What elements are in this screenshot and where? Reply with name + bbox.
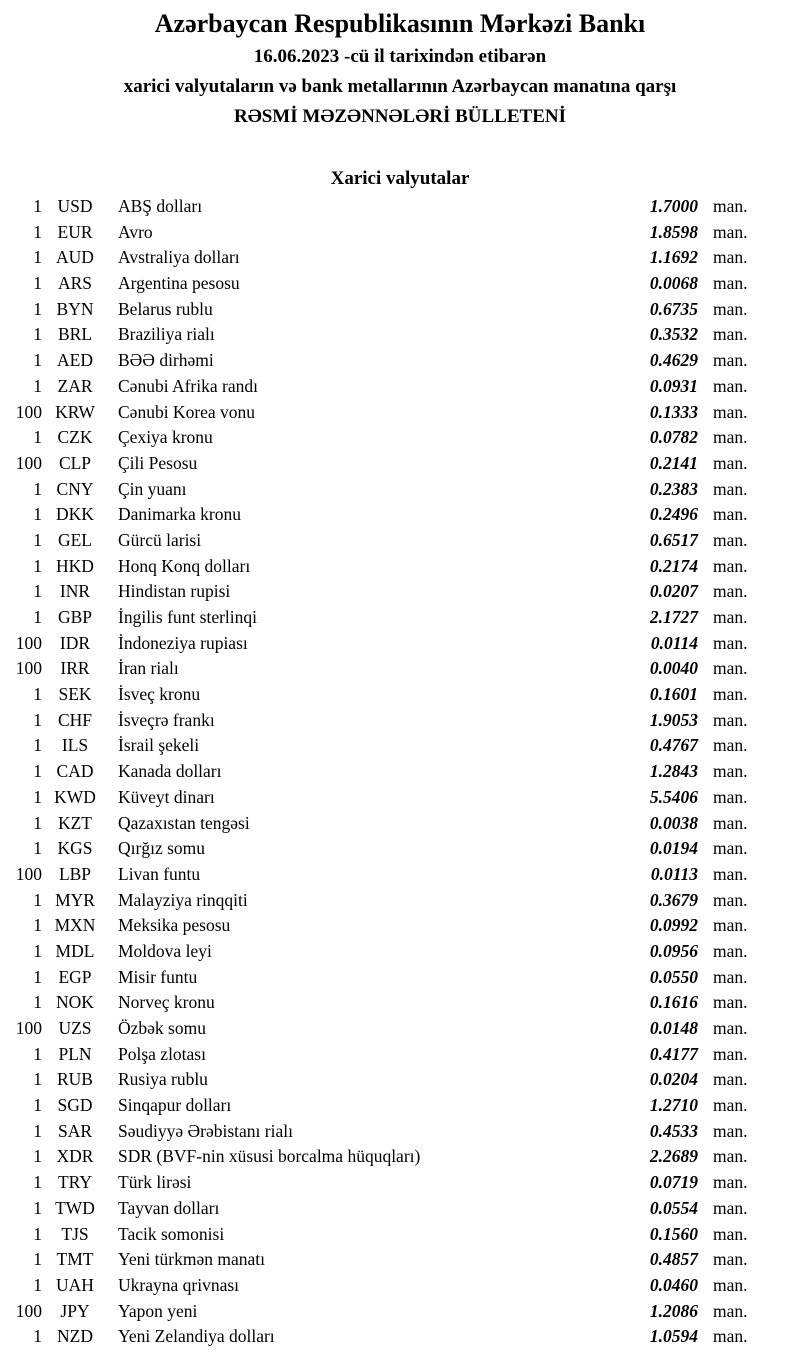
rate-row [0, 708, 800, 734]
currency-name: Braziliya rialı [118, 324, 215, 345]
currency-code: BYN [56, 298, 94, 319]
rate-unit: man. [713, 1300, 748, 1321]
rate-row [0, 425, 800, 451]
rate-quantity: 1 [33, 992, 42, 1013]
rate-row [0, 888, 800, 914]
rate-value: 1.7000 [649, 196, 698, 216]
rate-unit: man. [713, 504, 748, 525]
rate-quantity: 1 [33, 966, 42, 987]
rate-unit: man. [713, 812, 748, 833]
rate-value: 1.2710 [649, 1095, 698, 1116]
rate-value: 0.0554 [649, 1197, 698, 1218]
currency-name: Tacik somonisi [118, 1223, 225, 1244]
rate-value: 2.2689 [649, 1146, 698, 1167]
rate-unit: man. [713, 478, 748, 499]
rate-unit: man. [713, 709, 748, 730]
rate-row [0, 656, 800, 682]
rate-unit: man. [713, 1095, 748, 1116]
rate-row [0, 297, 800, 323]
currency-code: SEK [58, 684, 92, 705]
currency-code: KZT [57, 812, 93, 833]
currency-code: KRW [55, 401, 95, 422]
rate-value: 0.6517 [649, 529, 698, 550]
currency-name: İran rialı [118, 658, 179, 679]
rate-value: 0.0148 [649, 1018, 698, 1038]
rate-unit: man. [713, 761, 748, 782]
rate-quantity: 1 [33, 812, 42, 833]
rate-row [0, 1222, 800, 1248]
currency-name: Yeni Zelandiya dolları [118, 1326, 275, 1347]
currency-code: MDL [55, 940, 95, 961]
currency-name: Moldova leyi [118, 940, 212, 961]
rate-value: 0.1616 [649, 992, 698, 1013]
rate-quantity: 1 [33, 1223, 42, 1244]
rate-value: 0.2174 [649, 555, 698, 576]
rate-row [0, 528, 800, 554]
rate-quantity: 1 [33, 684, 42, 705]
rate-unit: man. [713, 889, 748, 910]
rate-unit: man. [713, 735, 748, 756]
rate-value: 1.0594 [649, 1326, 698, 1347]
section-title-foreign-currencies: Xarici valyutalar [330, 168, 470, 189]
rate-quantity: 1 [33, 1095, 42, 1116]
rate-unit: man. [713, 452, 748, 473]
currency-name: Sinqapur dolları [118, 1095, 232, 1116]
currency-code: XDR [56, 1146, 94, 1167]
currency-code: UZS [58, 1018, 92, 1038]
rate-row [0, 1119, 800, 1145]
rate-row [0, 939, 800, 965]
currency-name: Danimarka kronu [118, 504, 241, 525]
currency-code: TMT [56, 1249, 94, 1270]
rate-quantity: 1 [33, 1172, 42, 1193]
rate-unit: man. [713, 1249, 748, 1270]
rate-quantity: 1 [33, 1274, 42, 1295]
rate-row [0, 451, 800, 477]
currency-name: ABŞ dolları [118, 196, 203, 216]
currency-code: JPY [60, 1300, 90, 1321]
rate-value: 0.0040 [649, 658, 698, 679]
rate-unit: man. [713, 350, 748, 371]
currency-name: Hindistan rupisi [118, 581, 231, 602]
rate-value: 1.2086 [649, 1300, 698, 1321]
rate-value: 5.5406 [649, 786, 698, 807]
currency-code: TRY [57, 1172, 93, 1193]
currency-name: Cənubi Afrika randı [118, 375, 258, 396]
rate-unit: man. [713, 915, 748, 936]
rate-quantity: 1 [33, 940, 42, 961]
rate-row [0, 477, 800, 503]
rate-row [0, 400, 800, 426]
rate-unit: man. [713, 786, 748, 807]
currency-code: BRL [57, 324, 93, 345]
rate-quantity: 1 [33, 607, 42, 627]
rate-value: 0.1560 [649, 1223, 698, 1244]
rate-unit: man. [713, 966, 748, 987]
currency-name: Küveyt dinarı [118, 786, 215, 807]
currency-name: Ukrayna qrivnası [118, 1274, 240, 1295]
rate-value: 0.4177 [649, 1043, 698, 1064]
rate-value: 0.2141 [649, 452, 698, 473]
rate-quantity: 1 [33, 298, 42, 319]
currency-name: Yapon yeni [118, 1300, 198, 1321]
currency-code: MYR [55, 889, 95, 910]
rate-quantity: 100 [15, 452, 42, 473]
rate-quantity: 1 [33, 1146, 42, 1167]
currency-name: Qazaxıstan tengəsi [118, 812, 250, 833]
rate-unit: man. [713, 298, 748, 319]
rate-row [0, 759, 800, 785]
rate-unit: man. [713, 684, 748, 705]
rate-unit: man. [713, 324, 748, 345]
rate-row [0, 1067, 800, 1093]
currency-code: KWD [54, 786, 96, 807]
currency-name: Tayvan dolları [118, 1197, 220, 1218]
currency-name: Qırğız somu [118, 838, 206, 859]
currency-code: GBP [57, 607, 93, 627]
rate-value: 0.1333 [649, 401, 698, 422]
currency-code: CHF [57, 709, 93, 730]
rate-row [0, 682, 800, 708]
currency-code: PLN [58, 1043, 92, 1064]
rate-unit: man. [713, 632, 748, 653]
rate-unit: man. [713, 658, 748, 679]
currency-code: SGD [57, 1095, 93, 1116]
rate-quantity: 1 [33, 350, 42, 371]
rate-quantity: 1 [33, 581, 42, 602]
rate-row [0, 1016, 800, 1042]
rate-row [0, 836, 800, 862]
currency-code: NZD [57, 1326, 93, 1347]
rate-row [0, 1093, 800, 1119]
rate-value: 0.0113 [650, 863, 698, 884]
currency-name: Honq Konq dolları [118, 555, 251, 576]
currency-name: Avro [118, 221, 153, 242]
currency-code: CLP [58, 452, 92, 473]
rate-quantity: 1 [33, 247, 42, 268]
rate-quantity: 1 [33, 196, 42, 216]
currency-name: Misir funtu [118, 966, 198, 987]
rate-value: 0.3532 [649, 324, 698, 345]
currency-code: EGP [58, 966, 92, 987]
currency-code: SAR [57, 1120, 93, 1141]
rate-quantity: 1 [33, 1069, 42, 1090]
rate-unit: man. [713, 1326, 748, 1347]
currency-code: DKK [56, 504, 94, 525]
rate-quantity: 1 [33, 786, 42, 807]
rate-quantity: 1 [33, 504, 42, 525]
effective-date-line: 16.06.2023 -cü il tarixindən etibarən [253, 46, 547, 67]
rate-row [0, 631, 800, 657]
currency-code: HKD [56, 555, 94, 576]
rate-unit: man. [713, 581, 748, 602]
rate-row [0, 733, 800, 759]
rate-row [0, 811, 800, 837]
rate-value: 0.0550 [649, 966, 698, 987]
rate-row [0, 322, 800, 348]
rate-value: 0.4533 [649, 1120, 698, 1141]
currency-name: Malayziya rinqqiti [118, 889, 248, 910]
currency-name: Norveç kronu [118, 992, 215, 1013]
rate-unit: man. [713, 1197, 748, 1218]
rate-unit: man. [713, 529, 748, 550]
rate-row [0, 785, 800, 811]
currency-code: EUR [57, 221, 93, 242]
rate-quantity: 100 [15, 632, 42, 653]
currency-code: MXN [54, 915, 96, 936]
currency-name: BƏƏ dirhəmi [118, 350, 214, 371]
currency-code: ZAR [57, 375, 93, 396]
rate-value: 0.0782 [649, 427, 698, 448]
currency-name: Argentina pesosu [118, 273, 240, 294]
rate-quantity: 1 [33, 1197, 42, 1218]
rate-value: 0.0956 [649, 940, 698, 961]
rate-quantity: 1 [33, 761, 42, 782]
currency-name: İndoneziya rupiası [118, 632, 248, 653]
rate-unit: man. [713, 1274, 748, 1295]
currency-code: ILS [61, 735, 89, 756]
rates-table-body [0, 194, 800, 1350]
rate-value: 0.0194 [649, 838, 698, 859]
currency-name: Səudiyyə Ərəbistanı rialı [118, 1120, 293, 1141]
rate-value: 1.8598 [649, 221, 698, 242]
currency-code: IRR [60, 658, 90, 679]
rate-value: 1.9053 [649, 709, 698, 730]
currency-code: IDR [59, 632, 91, 653]
rate-row [0, 990, 800, 1016]
rate-row [0, 220, 800, 246]
rate-quantity: 1 [33, 838, 42, 859]
currency-name: Avstraliya dolları [118, 247, 240, 268]
document-header [0, 0, 800, 132]
rate-quantity: 100 [15, 863, 42, 884]
currency-code: TJS [61, 1223, 89, 1244]
rate-row [0, 605, 800, 631]
rate-row [0, 1144, 800, 1170]
rate-quantity: 1 [33, 1326, 42, 1347]
currency-name: Cənubi Korea vonu [118, 401, 256, 422]
rate-value: 0.1601 [649, 684, 698, 705]
currency-name: Türk lirəsi [118, 1172, 192, 1193]
rate-value: 0.2496 [649, 504, 698, 525]
currency-code: GEL [57, 529, 93, 550]
rate-quantity: 1 [33, 889, 42, 910]
rate-quantity: 1 [33, 375, 42, 396]
rate-row [0, 554, 800, 580]
rate-unit: man. [713, 273, 748, 294]
rate-value: 0.4629 [649, 350, 698, 371]
rate-row [0, 1196, 800, 1222]
rate-row [0, 862, 800, 888]
rate-unit: man. [713, 1146, 748, 1167]
currency-name: Meksika pesosu [118, 915, 231, 936]
rate-unit: man. [713, 555, 748, 576]
rate-unit: man. [713, 1069, 748, 1090]
currency-name: Yeni türkmən manatı [118, 1249, 265, 1270]
rate-unit: man. [713, 940, 748, 961]
rate-value: 2.1727 [649, 607, 698, 627]
currency-code: TWD [55, 1197, 95, 1218]
currency-code: AED [57, 350, 93, 371]
rate-quantity: 1 [33, 529, 42, 550]
rate-value: 0.4767 [649, 735, 698, 756]
currency-code: LBP [58, 863, 92, 884]
rate-value: 0.0068 [649, 273, 698, 294]
rate-row [0, 1299, 800, 1325]
rate-value: 0.0719 [649, 1172, 698, 1193]
currency-name: SDR (BVF-nin xüsusi borcalma hüquqları) [118, 1146, 421, 1167]
currency-name: Gürcü larisi [118, 529, 202, 550]
rate-quantity: 1 [33, 1249, 42, 1270]
currency-name: Kanada dolları [118, 761, 222, 782]
rate-value: 0.0207 [649, 581, 698, 602]
currency-name: Livan funtu [118, 863, 201, 884]
rate-value: 0.3679 [649, 889, 698, 910]
rate-unit: man. [713, 427, 748, 448]
rate-row [0, 1170, 800, 1196]
rate-row [0, 502, 800, 528]
rate-unit: man. [713, 1043, 748, 1064]
rate-row [0, 1247, 800, 1273]
currency-code: CNY [56, 478, 94, 499]
rate-quantity: 1 [33, 1043, 42, 1064]
currency-code: ARS [57, 273, 93, 294]
rate-unit: man. [713, 1120, 748, 1141]
rate-quantity: 1 [33, 915, 42, 936]
currency-name: Rusiya rublu [118, 1069, 208, 1090]
rate-row [0, 965, 800, 991]
rate-unit: man. [713, 196, 748, 216]
rate-value: 0.0931 [649, 375, 698, 396]
rate-quantity: 1 [33, 427, 42, 448]
bulletin-title-line: RƏSMİ MƏZƏNNƏLƏRİ BÜLLETENİ [233, 106, 566, 127]
currency-code: INR [59, 581, 91, 602]
rate-quantity: 1 [33, 273, 42, 294]
rate-unit: man. [713, 247, 748, 268]
rate-unit: man. [713, 221, 748, 242]
rate-unit: man. [713, 607, 748, 627]
subject-line: xarici valyutaların və bank metallarının Azərbaycan manatına qarşı [123, 76, 677, 97]
currency-code: RUB [57, 1069, 93, 1090]
currency-code: AUD [56, 247, 94, 268]
rate-unit: man. [713, 863, 748, 884]
rate-unit: man. [713, 1223, 748, 1244]
currency-name: İsveçrə frankı [118, 709, 215, 730]
rate-quantity: 1 [33, 324, 42, 345]
rate-quantity: 1 [33, 1120, 42, 1141]
currency-code: KGS [57, 838, 93, 859]
rate-value: 0.4857 [649, 1249, 698, 1270]
currency-name: İsrail şekeli [118, 735, 200, 756]
rate-row [0, 913, 800, 939]
currency-name: Belarus rublu [118, 298, 213, 319]
currency-code: CAD [56, 761, 94, 782]
currency-name: İngilis funt sterlinqi [118, 607, 258, 627]
bank-title: Azərbaycan Respublikasının Mərkəzi Bankı [154, 9, 646, 38]
rate-unit: man. [713, 1018, 748, 1038]
rate-row [0, 271, 800, 297]
currency-name: İsveç kronu [118, 684, 201, 705]
currency-name: Çili Pesosu [118, 452, 198, 473]
rate-row [0, 1324, 800, 1350]
rate-value: 0.0204 [649, 1069, 698, 1090]
currency-name: Özbək somu [118, 1018, 206, 1038]
currency-code: NOK [56, 992, 94, 1013]
rate-unit: man. [713, 992, 748, 1013]
rate-quantity: 1 [33, 555, 42, 576]
rate-quantity: 1 [33, 709, 42, 730]
rate-quantity: 100 [15, 401, 42, 422]
rate-quantity: 1 [33, 735, 42, 756]
rate-value: 1.1692 [649, 247, 698, 268]
rate-row [0, 1042, 800, 1068]
rate-value: 0.2383 [649, 478, 698, 499]
currency-name: Çin yuanı [118, 478, 187, 499]
rate-value: 0.0460 [649, 1274, 698, 1295]
rate-value: 0.0038 [649, 812, 698, 833]
currency-code: CZK [57, 427, 93, 448]
rate-value: 1.2843 [649, 761, 698, 782]
rate-unit: man. [713, 1172, 748, 1193]
currency-name: Polşa zlotası [118, 1043, 206, 1064]
rate-quantity: 100 [15, 1300, 42, 1321]
rate-row [0, 1273, 800, 1299]
rate-row [0, 245, 800, 271]
rate-unit: man. [713, 401, 748, 422]
currency-code: UAH [56, 1274, 94, 1295]
rate-row [0, 579, 800, 605]
rate-row [0, 348, 800, 374]
rate-quantity: 1 [33, 478, 42, 499]
currency-code: USD [57, 196, 93, 216]
rate-unit: man. [713, 375, 748, 396]
rate-unit: man. [713, 838, 748, 859]
rate-row [0, 194, 800, 220]
currency-name: Çexiya kronu [118, 427, 213, 448]
rate-row [0, 374, 800, 400]
rate-quantity: 1 [33, 221, 42, 242]
rate-quantity: 100 [15, 658, 42, 679]
rate-value: 0.0992 [649, 915, 698, 936]
rate-value: 0.0114 [650, 632, 698, 653]
rate-quantity: 100 [15, 1018, 42, 1038]
rate-value: 0.6735 [649, 298, 698, 319]
